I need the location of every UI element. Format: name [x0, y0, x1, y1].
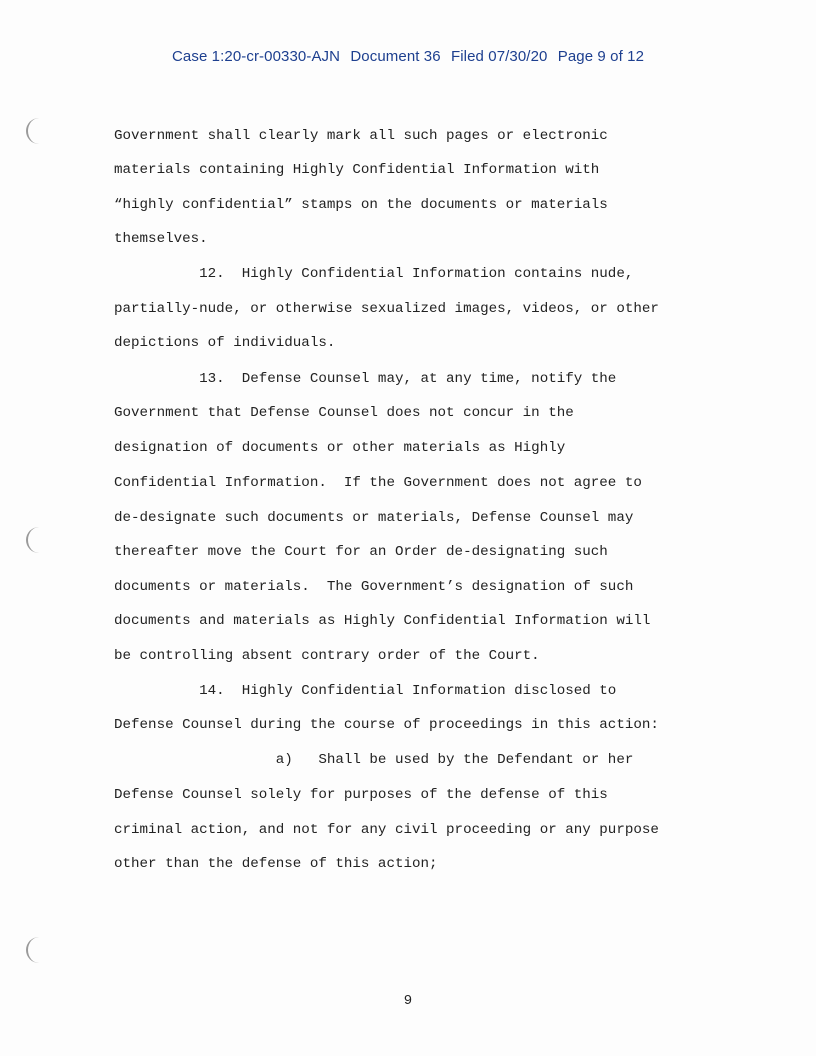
paragraph-12-start: 12. Highly Confidential Information contains nude, — [114, 266, 634, 282]
filed-date: Filed 07/30/20 — [450, 48, 548, 65]
text-line: Government that Defense Counsel does not concur in the — [114, 405, 574, 421]
text-line: be controlling absent contrary order of the Court. — [114, 648, 540, 664]
text-line: themselves. — [114, 231, 208, 247]
paragraph-14-start: 14. Highly Confidential Information disclosed to — [114, 683, 617, 699]
text-line: thereafter move the Court for an Order de-designating such — [114, 544, 608, 560]
text-line: documents and materials as Highly Confidential Information will — [114, 613, 651, 629]
text-line: partially-nude, or otherwise sexualized images, videos, or other — [114, 301, 659, 317]
punch-hole-bottom — [26, 937, 42, 963]
text-line: Government shall clearly mark all such pages or electronic — [114, 128, 608, 144]
case-number: Case 1:20-cr-00330-AJN — [171, 48, 341, 65]
text-line: Confidential Information. If the Government does not agree to — [114, 475, 642, 491]
paragraph-13-start: 13. Defense Counsel may, at any time, notify the — [114, 371, 617, 387]
text-line: designation of documents or other materials as Highly — [114, 440, 566, 456]
text-line: criminal action, and not for any civil proceeding or any purpose — [114, 822, 659, 838]
page-indicator: Page 9 of 12 — [557, 48, 645, 65]
document-number: Document 36 — [350, 48, 441, 65]
text-line: Defense Counsel during the course of proceedings in this action: — [114, 717, 659, 733]
text-line: “highly confidential” stamps on the documents or materials — [114, 197, 608, 213]
page-number: 9 — [403, 993, 413, 1009]
body-text — [114, 0, 714, 872]
text-line: Defense Counsel solely for purposes of the defense of this — [114, 787, 608, 803]
punch-hole-top — [26, 118, 42, 144]
text-line: documents or materials. The Government’s designation of such — [114, 579, 634, 595]
punch-hole-middle — [26, 527, 42, 553]
subparagraph-a-start: a) Shall be used by the Defendant or her — [114, 752, 634, 768]
text-line: de-designate such documents or materials, Defense Counsel may — [114, 510, 634, 526]
text-line: materials containing Highly Confidential Information with — [114, 162, 600, 178]
text-line: other than the defense of this action; — [114, 856, 438, 872]
text-line: depictions of individuals. — [114, 335, 336, 351]
